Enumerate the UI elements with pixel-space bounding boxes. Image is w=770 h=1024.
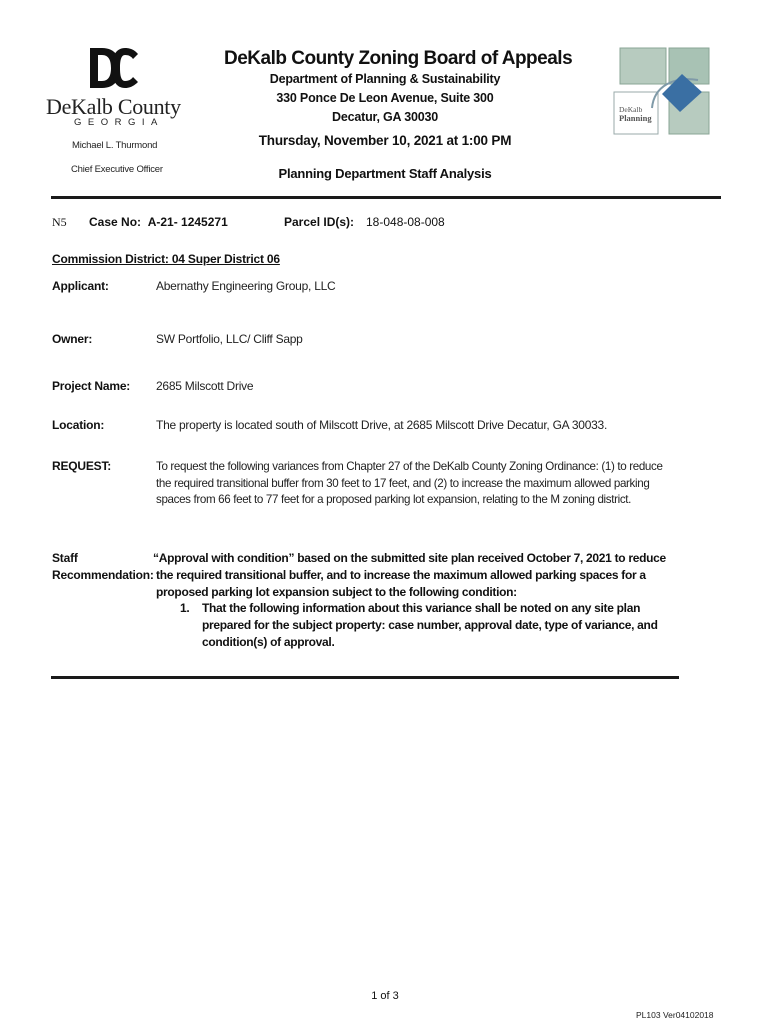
- recommendation-text: “Approval with condition” based on the submitted site plan received October 7, 2021 to reduce the required transitional buffer, and to increase the maximum allowed parking spaces for a proposed parking lot expansion subject to the following condition:: [153, 551, 666, 599]
- meeting-date: Thursday, November 10, 2021 at 1:00 PM: [258, 133, 512, 148]
- case-number: A-21- 1245271: [147, 215, 228, 229]
- case-label: Case No:: [89, 215, 142, 229]
- case-number-line: [89, 215, 228, 229]
- parcel-label: Parcel ID(s):: [284, 215, 355, 229]
- top-divider: [51, 196, 721, 199]
- location-label: Location:: [52, 418, 105, 432]
- commission-district: Commission District: 04 Super District 06: [52, 252, 280, 266]
- county-state: GEORGIA: [74, 117, 164, 128]
- department-line: Department of Planning & Sustainability: [269, 72, 501, 86]
- condition-number: 1.: [180, 601, 190, 615]
- dekalb-planning-logo-icon: [612, 46, 712, 136]
- staff-recommendation-label: [52, 550, 154, 584]
- form-code: PL103 Ver04102018: [636, 1010, 714, 1020]
- request-value: To request the following variances from Chapter 27 of the DeKalb County Zoning Ordinance: (1) to reduce the required transitional buffer from 30 feet to 17 feet, and (2) to increase the maximum allowed parking spaces from 66 feet to 77 feet for a proposed parking lot expansion, relating to the M zoning district.: [156, 460, 663, 506]
- recommendation-text-block: [153, 550, 676, 601]
- city-line: Decatur, GA 30030: [332, 110, 438, 124]
- project-name-label: Project Name:: [52, 379, 131, 393]
- planning-logo-text-2: Planning: [619, 113, 652, 123]
- project-name-value: 2685 Milscott Drive: [156, 379, 254, 393]
- address-line: 330 Ponce De Leon Avenue, Suite 300: [276, 91, 494, 105]
- ceo-name: Michael L. Thurmond: [72, 140, 158, 151]
- county-name: DeKalb County: [46, 94, 181, 119]
- parcel-id: 18-048-08-008: [366, 215, 445, 229]
- ceo-title: Chief Executive Officer: [71, 164, 163, 175]
- staff-label-line1: Staff: [52, 551, 78, 565]
- item-number: N5: [52, 215, 67, 229]
- board-title: DeKalb County Zoning Board of Appeals: [224, 48, 573, 69]
- owner-label: Owner:: [52, 332, 93, 346]
- planning-logo-text-1: DeKalb: [619, 105, 643, 114]
- condition-text: That the following information about this variance shall be noted on any site plan prepared for the subject property: case number, approval date, type of variance, and condition(s) of approval.: [202, 601, 658, 649]
- document-title: Planning Department Staff Analysis: [278, 166, 492, 181]
- location-value: The property is located south of Milscott Drive, at 2685 Milscott Drive Decatur, GA 30033.: [156, 418, 608, 432]
- page-number: 1 of 3: [371, 990, 399, 1002]
- applicant-label: Applicant:: [52, 279, 109, 293]
- owner-value: SW Portfolio, LLC/ Cliff Sapp: [156, 332, 303, 346]
- staff-label-line2: Recommendation:: [52, 568, 154, 582]
- applicant-value: Abernathy Engineering Group, LLC: [156, 279, 336, 293]
- bottom-divider: [51, 676, 679, 679]
- request-label: REQUEST:: [52, 459, 112, 473]
